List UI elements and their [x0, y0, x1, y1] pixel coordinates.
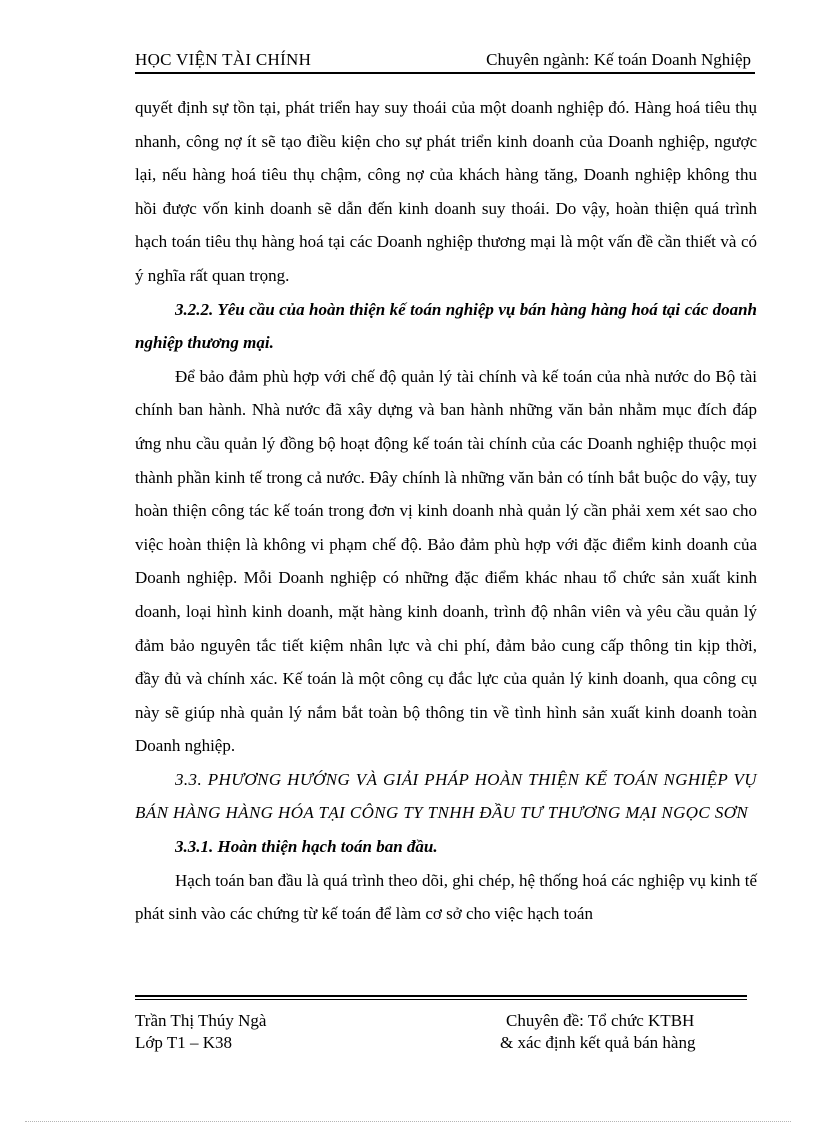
paragraph-initial-accounting: Hạch toán ban đầu là quá trình theo dõi, ghi chép, hệ thống hoá các nghiệp vụ kinh tế phát sinh vào các chứng từ kế toán để làm cơ sở cho việc hạch toán — [135, 870, 757, 924]
footer-topic-line2: & xác định kết quả bán hàng — [500, 1033, 696, 1052]
heading-3-3: 3.3. PHƯƠNG HƯỚNG VÀ GIẢI PHÁP HOÀN THIỆN KẾ TOÁN NGHIỆP VỤ BÁN HÀNG HÀNG HÓA TẠI CÔNG TY TNHH ĐẦU TƯ THƯƠNG MẠI NGỌC SƠN — [135, 769, 757, 823]
footer-author-block — [135, 1010, 266, 1054]
header-major: Chuyên ngành: Kế toán Doanh Nghiệp — [486, 50, 751, 69]
paragraph-intro: quyết định sự tồn tại, phát triển hay suy thoái của một doanh nghiệp đó. Hàng hoá tiêu thụ nhanh, công nợ ít sẽ tạo điều kiện cho sự phát triển kinh doanh của Doanh nghiệp, ngược lại, nếu hàng hoá tiêu thụ chậm, công nợ của khách hàng tăng, Doanh nghiệp không thu hồi được vốn kinh doanh sẽ dẫn đến kinh doanh suy thoái. Do vậy, hoàn thiện quá trình hạch toán tiêu thụ hàng hoá tại các Doanh nghiệp thương mại là một vấn đề cần thiết và có ý nghĩa rất quan trọng. — [135, 98, 757, 285]
header-rule — [135, 72, 755, 74]
footer-topic-line1: Chuyên đề: Tổ chức KTBH — [506, 1011, 695, 1030]
page-bottom-dotted-border — [25, 1121, 791, 1122]
header-institution: HỌC VIỆN TÀI CHÍNH — [135, 50, 312, 69]
footer-author: Trần Thị Thúy Ngà — [135, 1011, 267, 1030]
heading-3-3-1: 3.3.1. Hoàn thiện hạch toán ban đầu. — [175, 837, 438, 857]
heading-3-2-2: 3.2.2. Yêu cầu của hoàn thiện kế toán nghiệp vụ bán hàng hàng hoá tại các doanh nghiệp thương mại. — [135, 299, 757, 353]
page-header — [135, 48, 755, 74]
footer-class: Lớp T1 – K38 — [135, 1033, 232, 1052]
footer-topic-block — [500, 1010, 695, 1054]
page-body — [135, 91, 757, 931]
footer-rule-thin — [135, 999, 747, 1000]
footer-rule-thick — [135, 995, 747, 997]
paragraph-requirements: Để bảo đảm phù hợp với chế độ quản lý tài chính và kế toán của nhà nước do Bộ tài chính ban hành. Nhà nước đã xây dựng và ban hành những văn bản nhằm mục đích đáp ứng nhu cầu quản lý đồng bộ hoạt động kế toán tài chính của các Doanh nghiệp thuộc mọi thành phần kinh tế trong cả nước. Đây chính là những văn bản có tính bắt buộc do vậy, tuy hoàn thiện công tác kế toán trong đơn vị kinh doanh nhà quản lý cần phải xem xét sao cho việc hoàn thiện là không vi phạm chế độ. Bảo đảm phù hợp với đặc điểm kinh doanh của Doanh nghiệp. Mỗi Doanh nghiệp có những đặc điểm khác nhau tổ chức sản xuất kinh doanh, loại hình kinh doanh, mặt hàng kinh doanh, trình độ nhân viên và yêu cầu quản lý đảm bảo nguyên tắc tiết kiệm nhân lực và chi phí, đảm bảo cung cấp thông tin kịp thời, đầy đủ và chính xác. Kế toán là một công cụ đắc lực của quản lý kinh doanh, qua công cụ này sẽ giúp nhà quản lý nắm bắt toàn bộ thông tin về tình hình sản xuất kinh doanh toàn Doanh nghiệp. — [135, 366, 757, 756]
